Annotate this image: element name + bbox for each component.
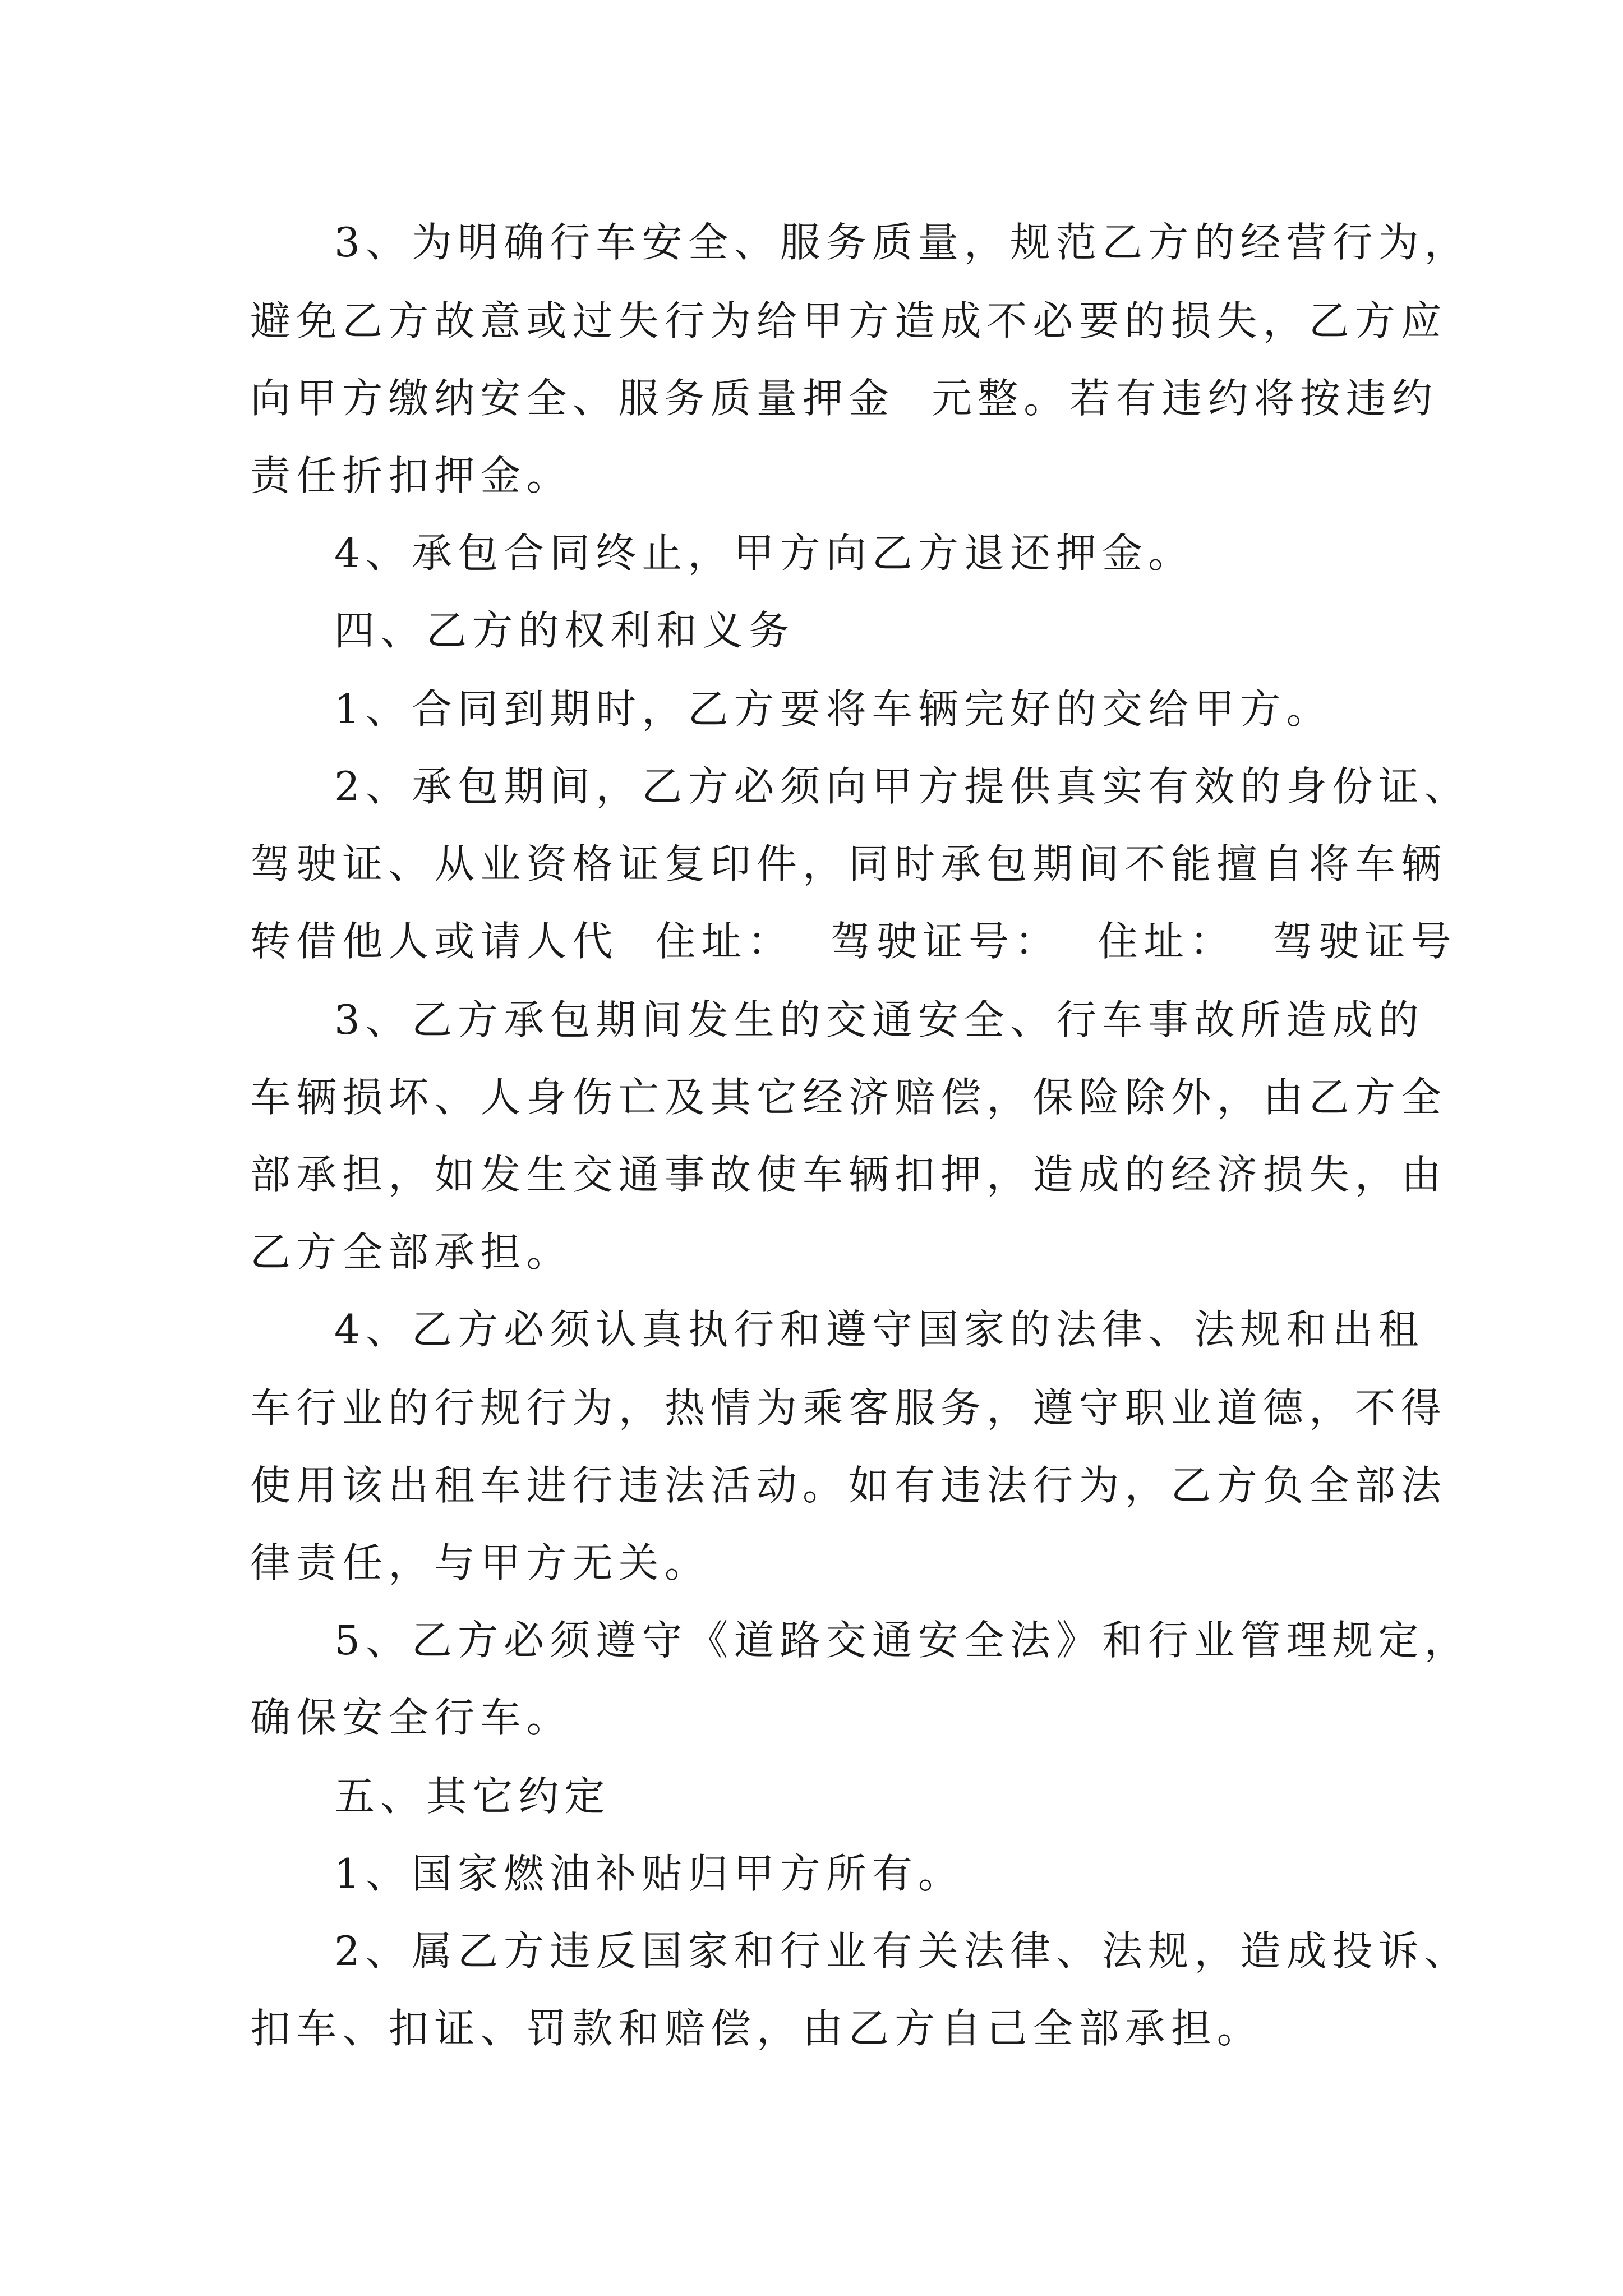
text-line: 转借他人或请人代 住址： 驾驶证号： 住址： 驾驶证号 (250, 918, 1457, 965)
text-line: 4、乙方必须认真执行和遵守国家的法律、法规和出租 (334, 1306, 1424, 1353)
text-line: 向甲方缴纳安全、服务质量押金 元整。若有违约将按违约 (250, 375, 1438, 422)
text-line: 1、国家燃油补贴归甲方所有。 (334, 1850, 964, 1897)
text-line: 责任折扣押金。 (250, 452, 573, 499)
text-line: 避免乙方故意或过失行为给甲方造成不必要的损失，乙方应 (250, 297, 1447, 344)
text-line: 扣车、扣证、罚款和赔偿，由乙方自己全部承担。 (250, 2005, 1263, 2052)
text-line: 5、乙方必须遵守《道路交通安全法》和行业管理规定， (334, 1617, 1470, 1664)
section-heading: 四、乙方的权利和义务 (334, 607, 795, 654)
text-line: 乙方全部承担。 (250, 1228, 573, 1276)
text-line: 1、合同到期时，乙方要将车辆完好的交给甲方。 (334, 685, 1332, 733)
text-line: 驾驶证、从业资格证复印件，同时承包期间不能擅自将车辆 (250, 840, 1447, 887)
text-line: 车行业的行规行为，热情为乘客服务，遵守职业道德，不得 (250, 1384, 1447, 1432)
text-line: 2、承包期间，乙方必须向甲方提供真实有效的身份证、 (334, 763, 1470, 810)
text-line: 律责任，与甲方无关。 (250, 1539, 711, 1586)
text-line: 部承担，如发生交通事故使车辆扣押，造成的经济损失，由 (250, 1151, 1447, 1198)
text-line: 3、为明确行车安全、服务质量，规范乙方的经营行为， (334, 219, 1470, 266)
text-line: 4、承包合同终止，甲方向乙方退还押金。 (334, 530, 1195, 577)
text-line: 2、属乙方违反国家和行业有关法律、法规，造成投诉、 (334, 1927, 1470, 1975)
text-line: 车辆损坏、人身伤亡及其它经济赔偿，保险除外，由乙方全 (250, 1074, 1447, 1121)
text-line: 确保安全行车。 (250, 1694, 573, 1741)
text-line: 3、乙方承包期间发生的交通安全、行车事故所造成的 (334, 996, 1424, 1043)
text-line: 使用该出租车进行违法活动。如有违法行为，乙方负全部法 (250, 1462, 1447, 1509)
section-heading: 五、其它约定 (334, 1773, 611, 1820)
